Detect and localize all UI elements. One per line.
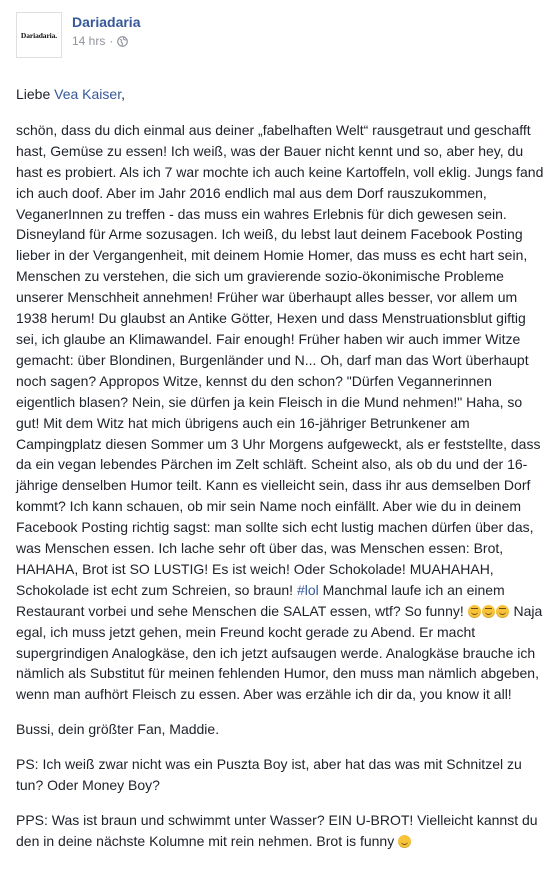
- post-body: [16, 84, 544, 852]
- main-paragraph: [16, 120, 544, 705]
- page-avatar[interactable]: [16, 12, 62, 58]
- pps-text: PPS: Was ist braun und schwimmt unter Wasser? EIN U-BROT! Vielleicht kannst du den in deine nächste Kolumne mit rein nehmen. Brot is funny: [16, 812, 538, 849]
- laughing-emoji-icon: [482, 605, 495, 618]
- meta-separator: ·: [109, 34, 114, 48]
- laughing-emoji-icon: [468, 605, 481, 618]
- post-subline: [72, 34, 140, 48]
- post-header: [16, 12, 544, 62]
- post-meta: [72, 12, 140, 48]
- laughing-emoji-icon: [496, 605, 509, 618]
- main-text-c: Naja egal, ich muss jetzt gehen, mein Freund kocht gerade zu Abend. Er macht supergrindigen Analogkäse, den ich jetzt aufsaugen werde. Analogkäse brauche ich nämlich als Substitut für meinen fehlenden Humor, den muss man nämlich abgeben, wenn man aufhört Fleisch zu essen. Aber was erzähle ich dir da, you know it all!: [16, 602, 543, 703]
- page-name-link[interactable]: Dariadaria: [72, 14, 141, 30]
- mention-link[interactable]: Vea Kaiser: [54, 86, 122, 102]
- main-text-a: schön, dass du dich einmal aus deiner „fabelhaften Welt“ rausgetraut und geschafft hast, Gemüse zu essen! Ich weiß, was der Bauer nicht kennt und so, aber hey, du hast es probiert. Als ich 7 war mochte ich auch keine Kartoffeln, voll eklig. Jungs fand ich auch doof. Aber im Jahr 2016 endlich mal aus dem Dorf rauszukommen, VeganerInnen zu treffen - das muss ein wahres Erlebnis für dich gewesen sein. Disneyland für Arme sozusagen. Ich weiß, du lebst laut deinem Facebook Posting lieber in der Vergangenheit, mit deinem Homie Homer, das muss es echt hart sein, Menschen zu verstehen, die sich um gravierende sozio-ökonimische Probleme unserer Menschheit annehmen! Früher war überhaupt alles besser, vor allem um 1938 herum! Du glaubst an Antike Götter, Hexen und dass Menstruationsblut giftig sei, ich glaube an Klimawandel. Fair enough! Früher haben wir auch immer Witze gemacht: über Blondinen, Burgenländer und N... Oh, darf man das Wort überhaupt noch sagen? Appropos Witze, kennst du den schon? "Dürfen Vegannerinnen eigentlich blasen? Nein, sie dürfen ja kein Fleisch in die Mund nehmen!" Haha, so gut! Mit dem Witz hat mich übrigens auch ein 16-jähriger Betrunkener am Campingplatz diesen Sommer um 3 Uhr Morgens aufgeweckt, als er feststellte, dass da ein vegan lebendes Pärchen im Zelt schläft. Scheint also, als ob du und der 16-jährige denselben Humor teilt. Kann es vielleicht sein, dass ihr aus demselben Dorf kommt? Ich kann schauen, ob mir sein Name noch einfällt. Aber wie du in deinem Facebook Posting richtig sagst: man sollte sich echt lustig machen dürfen über das, was Menschen essen. Ich lache sehr oft über das, was Menschen essen: Brot, HAHAHA, Brot ist SO LUSTIG! Es ist weich! Oder Schokolade! MUAHAHAH, Schokolade ist echt zum Schreien, so braun!: [16, 121, 544, 598]
- post-timestamp[interactable]: 14 hrs: [72, 34, 106, 48]
- greeting: [16, 84, 544, 105]
- main-text-b: Manchmal laufe ich an einem Restaurant vorbei und sehe Menschen die SALAT essen, wtf? So funny!: [16, 581, 505, 619]
- post-postscript: [16, 810, 544, 852]
- smile-emoji-icon: [398, 835, 411, 848]
- greeting-prefix: Liebe: [16, 86, 55, 102]
- globe-icon[interactable]: [117, 36, 128, 47]
- signoff: Bussi, dein größter Fan, Maddie.: [16, 721, 220, 738]
- hashtag-link[interactable]: #lol: [296, 581, 319, 598]
- greeting-suffix: ,: [121, 86, 125, 102]
- postscript: PS: Ich weiß zwar nicht was ein Puszta Boy ist, aber hat das was mit Schnitzel zu tun? Oder Money Boy?: [16, 756, 522, 794]
- avatar-logo-text: Dariadaria.: [20, 30, 58, 40]
